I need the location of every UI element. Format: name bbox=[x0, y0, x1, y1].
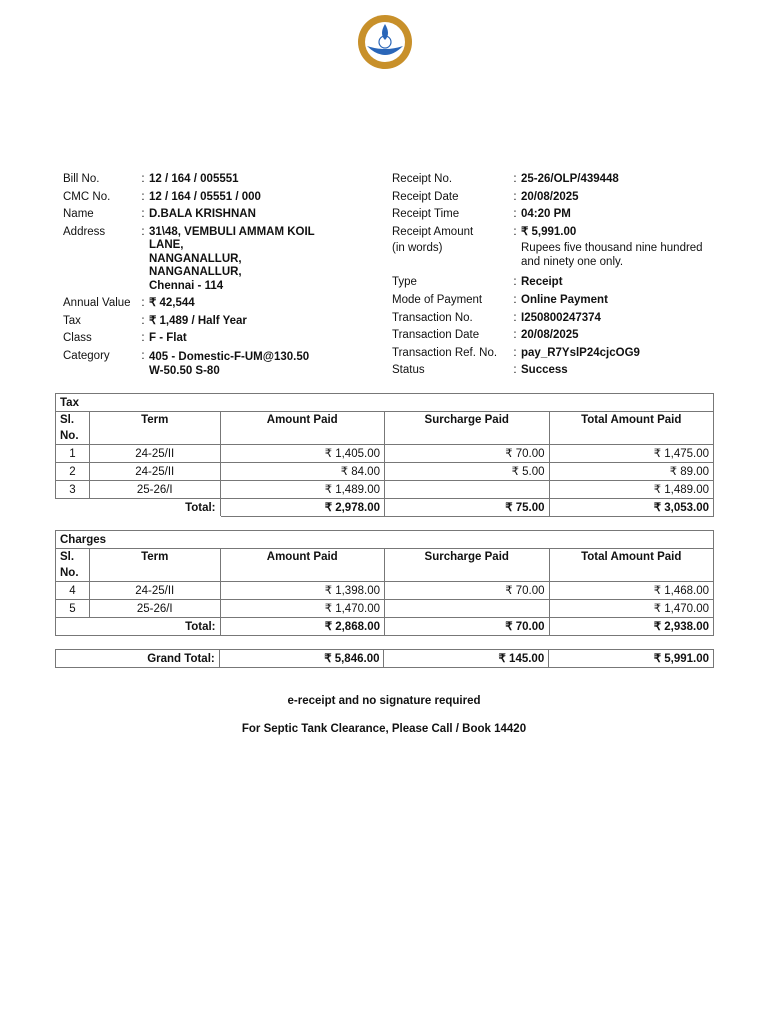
address-value bbox=[149, 224, 329, 294]
type-row: Type : Receipt bbox=[392, 274, 721, 292]
cell-total-amount-paid: ₹ 1,470.00 bbox=[549, 600, 714, 618]
grand-total-amount-paid: ₹ 5,846.00 bbox=[219, 650, 384, 668]
category-line: W-50.50 S-80 bbox=[149, 365, 220, 378]
col-header-sl-no: Sl. No. bbox=[56, 412, 90, 445]
annual-value-label: Annual Value bbox=[63, 297, 131, 310]
name-value: D.BALA KRISHNAN bbox=[149, 208, 256, 221]
class-value: F - Flat bbox=[149, 332, 187, 345]
receipt-time-row: Receipt Time : 04:20 PM bbox=[392, 206, 721, 224]
status-row: Status : Success bbox=[392, 362, 721, 380]
grand-total-total-amount-paid: ₹ 5,991.00 bbox=[549, 650, 714, 668]
cell-term: 25-26/I bbox=[89, 600, 220, 618]
bill-no-row: Bill No. : 12 / 164 / 005551 bbox=[63, 171, 329, 189]
cell-sl-no: 2 bbox=[56, 463, 90, 481]
bill-details bbox=[63, 171, 329, 378]
mode-label: Mode of Payment bbox=[392, 293, 483, 306]
receipt-date-label: Receipt Date bbox=[392, 190, 459, 203]
transaction-ref-label: Transaction Ref. No. bbox=[392, 346, 498, 359]
address-line: Chennai - 114 bbox=[149, 279, 224, 292]
transaction-no-label: Transaction No. bbox=[392, 311, 473, 324]
total-surcharge-paid: ₹ 70.00 bbox=[384, 618, 549, 636]
tax-label: Tax bbox=[63, 314, 81, 327]
receipt-amount-value: ₹ 5,991.00 bbox=[521, 225, 577, 238]
bill-no-value: 12 / 164 / 005551 bbox=[149, 173, 239, 185]
table-row bbox=[56, 600, 714, 618]
grand-total-surcharge-paid: ₹ 145.00 bbox=[384, 650, 549, 668]
receipt-no-label: Receipt No. bbox=[392, 173, 453, 185]
cmc-no-row: CMC No. : 12 / 164 / 05551 / 000 bbox=[63, 189, 329, 207]
grand-total-label: Grand Total: bbox=[56, 650, 220, 668]
table-row bbox=[56, 463, 714, 481]
cell-term: 24-25/II bbox=[89, 582, 220, 600]
name-label: Name bbox=[63, 208, 94, 221]
table-header-row bbox=[56, 549, 714, 582]
amount-in-words-row bbox=[392, 241, 721, 269]
col-header-surcharge-paid: Surcharge Paid bbox=[384, 549, 549, 582]
tax-value: ₹ 1,489 / Half Year bbox=[149, 314, 247, 327]
address-row: Address : 31\48, VEMBULI AMMAM KOIL LANE, NANGANALLUR, NANGANALLUR, Chennai - 114 bbox=[63, 224, 329, 294]
cell-total-amount-paid: ₹ 1,489.00 bbox=[549, 481, 714, 499]
charges-table-caption: Charges bbox=[56, 531, 714, 549]
table-row bbox=[56, 445, 714, 463]
table-row bbox=[56, 481, 714, 499]
tax-table bbox=[55, 393, 714, 517]
cell-total-amount-paid: ₹ 1,475.00 bbox=[549, 445, 714, 463]
cell-total-amount-paid: ₹ 89.00 bbox=[549, 463, 714, 481]
bill-no-label: Bill No. bbox=[63, 173, 100, 185]
cmc-no-label: CMC No. bbox=[63, 190, 111, 203]
receipt-details bbox=[392, 171, 721, 380]
cell-sl-no: 1 bbox=[56, 445, 90, 463]
total-total-amount-paid: ₹ 3,053.00 bbox=[549, 499, 714, 517]
cell-amount-paid: ₹ 1,470.00 bbox=[220, 600, 384, 618]
class-row: Class : F - Flat bbox=[63, 330, 329, 348]
receipt-amount-label: Receipt Amount bbox=[392, 225, 474, 238]
mode-value: Online Payment bbox=[521, 293, 608, 306]
cell-surcharge-paid: ₹ 70.00 bbox=[384, 582, 549, 600]
col-header-sl-no: Sl. No. bbox=[56, 549, 90, 582]
cell-term: 24-25/II bbox=[89, 463, 220, 481]
cell-surcharge-paid: ₹ 70.00 bbox=[384, 445, 549, 463]
col-header-surcharge-paid: Surcharge Paid bbox=[384, 412, 549, 445]
annual-value-row: Annual Value : ₹ 42,544 bbox=[63, 295, 329, 313]
cell-term: 24-25/II bbox=[89, 445, 220, 463]
cell-total-amount-paid: ₹ 1,468.00 bbox=[549, 582, 714, 600]
address-line: LANE, bbox=[149, 239, 184, 252]
total-label: Total: bbox=[56, 618, 221, 636]
transaction-no-value: I250800247374 bbox=[521, 311, 601, 324]
e-receipt-note: e-receipt and no signature required bbox=[287, 695, 481, 707]
cell-sl-no: 5 bbox=[56, 600, 90, 618]
col-header-amount-paid: Amount Paid bbox=[220, 549, 384, 582]
receipt-time-label: Receipt Time bbox=[392, 208, 460, 221]
cell-amount-paid: ₹ 84.00 bbox=[220, 463, 384, 481]
receipt-amount-row: Receipt Amount : ₹ 5,991.00 bbox=[392, 224, 721, 242]
table-header-row bbox=[56, 412, 714, 445]
category-label: Category bbox=[63, 350, 110, 363]
cell-amount-paid: ₹ 1,489.00 bbox=[220, 481, 384, 499]
receipt-no-value: 25-26/OLP/439448 bbox=[521, 173, 619, 185]
transaction-date-row: Transaction Date : 20/08/2025 bbox=[392, 327, 721, 345]
category-line: 405 - Domestic-F-UM@130.50 bbox=[149, 351, 310, 364]
receipt-time-value: 04:20 PM bbox=[521, 208, 571, 221]
type-label: Type bbox=[392, 276, 417, 289]
transaction-no-row: Transaction No. : I250800247374 bbox=[392, 310, 721, 328]
total-amount-paid: ₹ 2,868.00 bbox=[220, 618, 384, 636]
address-line: 31\48, VEMBULI AMMAM KOIL bbox=[149, 225, 315, 238]
category-row: Category : 405 - Domestic-F-UM@130.50 W-50.50 S-80 bbox=[63, 348, 329, 378]
transaction-ref-row: Transaction Ref. No. : pay_R7YslP24cjcOG9 bbox=[392, 345, 721, 363]
col-header-term: Term bbox=[89, 549, 220, 582]
table-caption-row bbox=[56, 394, 714, 412]
address-line: NANGANALLUR, bbox=[149, 252, 242, 265]
table-total-row bbox=[56, 618, 714, 636]
class-label: Class bbox=[63, 332, 92, 345]
tax-table-caption: Tax bbox=[56, 394, 714, 412]
cell-term: 25-26/I bbox=[89, 481, 220, 499]
cmc-no-value: 12 / 164 / 05551 / 000 bbox=[149, 190, 261, 203]
receipt-date-value: 20/08/2025 bbox=[521, 190, 579, 203]
cell-surcharge-paid bbox=[384, 481, 549, 499]
cell-surcharge-paid: ₹ 5.00 bbox=[384, 463, 549, 481]
grand-total-table bbox=[55, 649, 714, 668]
in-words-line: Rupees five thousand nine hundred bbox=[521, 242, 703, 255]
receipt-no-row: Receipt No. : 25-26/OLP/439448 bbox=[392, 171, 721, 189]
cell-amount-paid: ₹ 1,398.00 bbox=[220, 582, 384, 600]
transaction-date-label: Transaction Date bbox=[392, 329, 480, 342]
total-label: Total: bbox=[56, 499, 221, 517]
transaction-date-value: 20/08/2025 bbox=[521, 329, 579, 342]
table-caption-row bbox=[56, 531, 714, 549]
board-logo bbox=[351, 14, 419, 74]
address-line: NANGANALLUR, bbox=[149, 266, 242, 279]
address-label: Address bbox=[63, 225, 106, 238]
name-row: Name : D.BALA KRISHNAN bbox=[63, 206, 329, 224]
mode-row: Mode of Payment : Online Payment bbox=[392, 292, 721, 310]
cell-sl-no: 3 bbox=[56, 481, 90, 499]
total-total-amount-paid: ₹ 2,938.00 bbox=[549, 618, 714, 636]
cell-surcharge-paid bbox=[384, 600, 549, 618]
type-value: Receipt bbox=[521, 276, 563, 289]
col-header-total-amount-paid: Total Amount Paid bbox=[549, 549, 714, 582]
col-header-amount-paid: Amount Paid bbox=[220, 412, 384, 445]
septic-tank-note: For Septic Tank Clearance, Please Call / Book 14420 bbox=[241, 723, 527, 735]
total-surcharge-paid: ₹ 75.00 bbox=[384, 499, 549, 517]
transaction-ref-value: pay_R7YslP24cjcOG9 bbox=[521, 346, 640, 359]
status-value: Success bbox=[521, 364, 568, 377]
amount-in-words-value bbox=[521, 241, 721, 269]
annual-value-value: ₹ 42,544 bbox=[149, 297, 195, 310]
cell-amount-paid: ₹ 1,405.00 bbox=[220, 445, 384, 463]
status-label: Status bbox=[392, 364, 425, 377]
total-amount-paid: ₹ 2,978.00 bbox=[220, 499, 384, 517]
tax-row: Tax : ₹ 1,489 / Half Year bbox=[63, 313, 329, 331]
col-header-total-amount-paid: Total Amount Paid bbox=[549, 412, 714, 445]
charges-table bbox=[55, 530, 714, 636]
in-words-label: (in words) bbox=[392, 242, 443, 255]
table-row bbox=[56, 582, 714, 600]
category-value bbox=[149, 348, 329, 378]
table-total-row bbox=[56, 499, 714, 517]
cell-sl-no: 4 bbox=[56, 582, 90, 600]
receipt-date-row: Receipt Date : 20/08/2025 bbox=[392, 189, 721, 207]
col-header-term: Term bbox=[89, 412, 220, 445]
in-words-line: and ninety one only. bbox=[521, 256, 624, 269]
grand-total-row bbox=[56, 650, 714, 668]
